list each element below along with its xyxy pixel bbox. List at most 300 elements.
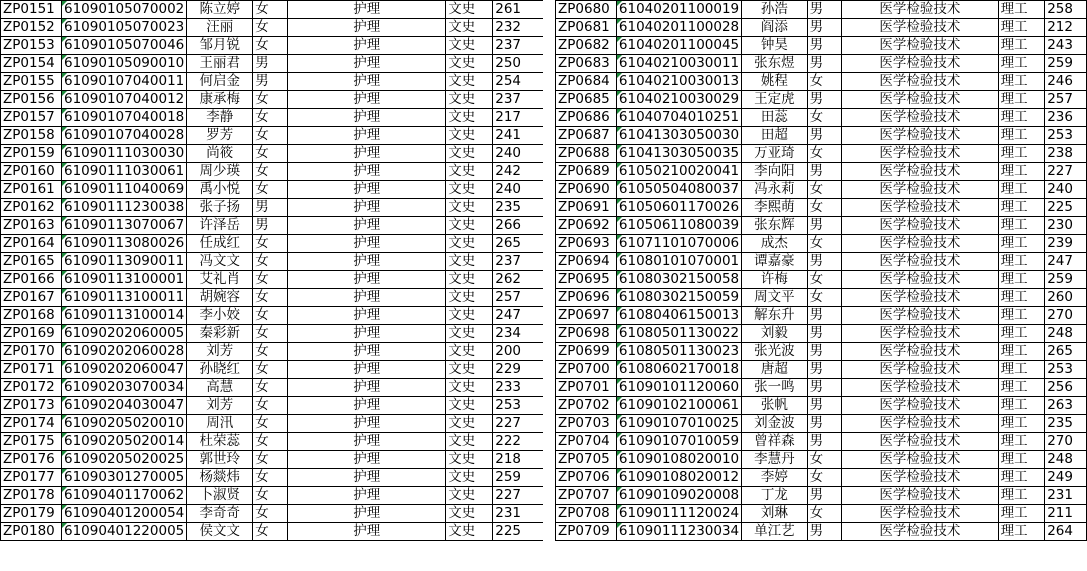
cell-seq-no[interactable]: ZP0693 <box>556 235 617 253</box>
cell-score[interactable]: 254 <box>493 73 546 91</box>
cell-major[interactable]: 医学检验技术 <box>842 73 998 91</box>
cell-category[interactable]: 理工 <box>998 253 1045 271</box>
cell-exam-id[interactable]: 61040704010251 <box>616 109 741 127</box>
cell-seq-no[interactable]: ZP0160 <box>1 163 62 181</box>
cell-name[interactable]: 刘毅 <box>742 325 808 343</box>
cell-major[interactable]: 医学检验技术 <box>842 433 998 451</box>
cell-seq-no[interactable]: ZP0151 <box>1 1 62 19</box>
cell-score[interactable]: 247 <box>1045 253 1087 271</box>
cell-name[interactable]: 侯文文 <box>187 523 253 541</box>
cell-major[interactable]: 护理 <box>288 271 446 289</box>
cell-category[interactable]: 文史 <box>446 73 493 91</box>
cell-category[interactable]: 理工 <box>998 415 1045 433</box>
cell-category[interactable]: 文史 <box>446 1 493 19</box>
cell-gender[interactable]: 女 <box>807 271 842 289</box>
cell-exam-id[interactable]: 61090113070067 <box>62 217 187 235</box>
cell-seq-no[interactable]: ZP0154 <box>1 55 62 73</box>
cell-gender[interactable]: 女 <box>253 325 288 343</box>
cell-category[interactable]: 理工 <box>998 109 1045 127</box>
cell-major[interactable]: 护理 <box>288 505 446 523</box>
cell-gender[interactable]: 女 <box>253 181 288 199</box>
cell-name[interactable]: 杜荣蕊 <box>187 433 253 451</box>
cell-major[interactable]: 护理 <box>288 109 446 127</box>
cell-major[interactable]: 医学检验技术 <box>842 163 998 181</box>
cell-gender[interactable]: 女 <box>807 73 842 91</box>
cell-major[interactable]: 护理 <box>288 217 446 235</box>
cell-seq-no[interactable]: ZP0699 <box>556 343 617 361</box>
cell-major[interactable]: 护理 <box>288 127 446 145</box>
table-row[interactable] <box>556 253 1087 271</box>
cell-seq-no[interactable]: ZP0696 <box>556 289 617 307</box>
table-row[interactable] <box>556 217 1087 235</box>
cell-category[interactable]: 理工 <box>998 217 1045 235</box>
cell-name[interactable]: 李静 <box>187 109 253 127</box>
table-row[interactable] <box>1 19 546 37</box>
cell-exam-id[interactable]: 61090107040018 <box>62 109 187 127</box>
cell-category[interactable]: 理工 <box>998 325 1045 343</box>
cell-seq-no[interactable]: ZP0689 <box>556 163 617 181</box>
cell-category[interactable]: 文史 <box>446 505 493 523</box>
cell-exam-id[interactable]: 61090202060047 <box>62 361 187 379</box>
cell-major[interactable]: 护理 <box>288 181 446 199</box>
cell-gender[interactable]: 男 <box>807 415 842 433</box>
cell-exam-id[interactable]: 61090401200054 <box>62 505 187 523</box>
cell-score[interactable]: 259 <box>493 469 546 487</box>
cell-seq-no[interactable]: ZP0153 <box>1 37 62 55</box>
cell-score[interactable]: 225 <box>493 523 546 541</box>
cell-score[interactable]: 235 <box>493 199 546 217</box>
cell-name[interactable]: 刘金波 <box>742 415 808 433</box>
cell-category[interactable]: 文史 <box>446 145 493 163</box>
cell-exam-id[interactable]: 61090113080026 <box>62 235 187 253</box>
table-row[interactable] <box>556 289 1087 307</box>
cell-score[interactable]: 234 <box>493 325 546 343</box>
cell-gender[interactable]: 男 <box>807 55 842 73</box>
cell-gender[interactable]: 女 <box>807 505 842 523</box>
cell-seq-no[interactable]: ZP0180 <box>1 523 62 541</box>
table-row[interactable] <box>556 379 1087 397</box>
cell-score[interactable]: 241 <box>493 127 546 145</box>
cell-gender[interactable]: 女 <box>253 145 288 163</box>
cell-gender[interactable]: 男 <box>807 217 842 235</box>
cell-score[interactable]: 264 <box>1045 523 1087 541</box>
table-row[interactable] <box>556 325 1087 343</box>
cell-name[interactable]: 曾祥森 <box>742 433 808 451</box>
cell-exam-id[interactable]: 61040201100045 <box>616 37 741 55</box>
cell-seq-no[interactable]: ZP0163 <box>1 217 62 235</box>
cell-major[interactable]: 医学检验技术 <box>842 19 998 37</box>
cell-seq-no[interactable]: ZP0709 <box>556 523 617 541</box>
cell-gender[interactable]: 女 <box>253 1 288 19</box>
cell-major[interactable]: 护理 <box>288 433 446 451</box>
cell-score[interactable]: 266 <box>493 217 546 235</box>
cell-exam-id[interactable]: 61090205020010 <box>62 415 187 433</box>
table-row[interactable] <box>1 253 546 271</box>
cell-name[interactable]: 冯文文 <box>187 253 253 271</box>
cell-seq-no[interactable]: ZP0162 <box>1 199 62 217</box>
table-row[interactable] <box>1 235 546 253</box>
table-row[interactable] <box>556 505 1087 523</box>
cell-score[interactable]: 248 <box>1045 325 1087 343</box>
cell-seq-no[interactable]: ZP0680 <box>556 1 617 19</box>
cell-name[interactable]: 冯永莉 <box>742 181 808 199</box>
cell-major[interactable]: 医学检验技术 <box>842 55 998 73</box>
cell-category[interactable]: 文史 <box>446 235 493 253</box>
cell-score[interactable]: 270 <box>1045 433 1087 451</box>
cell-score[interactable]: 229 <box>493 361 546 379</box>
cell-category[interactable]: 文史 <box>446 307 493 325</box>
cell-gender[interactable]: 女 <box>253 91 288 109</box>
table-row[interactable] <box>1 217 546 235</box>
cell-exam-id[interactable]: 61080101070001 <box>616 253 741 271</box>
cell-seq-no[interactable]: ZP0166 <box>1 271 62 289</box>
cell-category[interactable]: 理工 <box>998 289 1045 307</box>
cell-category[interactable]: 理工 <box>998 487 1045 505</box>
cell-major[interactable]: 医学检验技术 <box>842 199 998 217</box>
cell-major[interactable]: 护理 <box>288 37 446 55</box>
cell-exam-id[interactable]: 61090108020010 <box>616 451 741 469</box>
cell-gender[interactable]: 男 <box>253 217 288 235</box>
table-row[interactable] <box>1 523 546 541</box>
cell-exam-id[interactable]: 61090203070034 <box>62 379 187 397</box>
cell-score[interactable]: 211 <box>1045 505 1087 523</box>
cell-category[interactable]: 文史 <box>446 343 493 361</box>
cell-exam-id[interactable]: 61090205020014 <box>62 433 187 451</box>
table-row[interactable] <box>556 361 1087 379</box>
cell-name[interactable]: 周文平 <box>742 289 808 307</box>
cell-gender[interactable]: 男 <box>807 379 842 397</box>
cell-name[interactable]: 罗芳 <box>187 127 253 145</box>
cell-score[interactable]: 225 <box>1045 199 1087 217</box>
cell-exam-id[interactable]: 61090109020008 <box>616 487 741 505</box>
cell-seq-no[interactable]: ZP0683 <box>556 55 617 73</box>
cell-category[interactable]: 理工 <box>998 181 1045 199</box>
cell-exam-id[interactable]: 61080302150058 <box>616 271 741 289</box>
cell-score[interactable]: 253 <box>1045 127 1087 145</box>
cell-exam-id[interactable]: 61090202060005 <box>62 325 187 343</box>
table-row[interactable] <box>556 271 1087 289</box>
cell-major[interactable]: 医学检验技术 <box>842 523 998 541</box>
cell-score[interactable]: 258 <box>1045 1 1087 19</box>
cell-name[interactable]: 康承梅 <box>187 91 253 109</box>
cell-name[interactable]: 刘芳 <box>187 397 253 415</box>
cell-name[interactable]: 邹月锐 <box>187 37 253 55</box>
cell-score[interactable]: 217 <box>493 109 546 127</box>
cell-exam-id[interactable]: 61050611080039 <box>616 217 741 235</box>
cell-name[interactable]: 李婷 <box>742 469 808 487</box>
cell-seq-no[interactable]: ZP0700 <box>556 361 617 379</box>
cell-name[interactable]: 孙晓红 <box>187 361 253 379</box>
cell-major[interactable]: 护理 <box>288 397 446 415</box>
cell-score[interactable]: 231 <box>493 505 546 523</box>
cell-exam-id[interactable]: 61050601170026 <box>616 199 741 217</box>
cell-score[interactable]: 218 <box>493 451 546 469</box>
table-row[interactable] <box>1 361 546 379</box>
cell-gender[interactable]: 女 <box>253 307 288 325</box>
table-row[interactable] <box>1 199 546 217</box>
cell-gender[interactable]: 女 <box>253 235 288 253</box>
cell-name[interactable]: 刘琳 <box>742 505 808 523</box>
cell-seq-no[interactable]: ZP0175 <box>1 433 62 451</box>
cell-name[interactable]: 尚筱 <box>187 145 253 163</box>
cell-name[interactable]: 孙浩 <box>742 1 808 19</box>
cell-major[interactable]: 医学检验技术 <box>842 181 998 199</box>
cell-exam-id[interactable]: 61090113090011 <box>62 253 187 271</box>
cell-major[interactable]: 护理 <box>288 379 446 397</box>
cell-name[interactable]: 丁龙 <box>742 487 808 505</box>
cell-major[interactable]: 医学检验技术 <box>842 307 998 325</box>
table-row[interactable] <box>556 397 1087 415</box>
table-row[interactable] <box>556 451 1087 469</box>
cell-exam-id[interactable]: 61040210030013 <box>616 73 741 91</box>
cell-major[interactable]: 医学检验技术 <box>842 487 998 505</box>
cell-name[interactable]: 唐超 <box>742 361 808 379</box>
cell-seq-no[interactable]: ZP0157 <box>1 109 62 127</box>
cell-seq-no[interactable]: ZP0155 <box>1 73 62 91</box>
cell-exam-id[interactable]: 61090113100014 <box>62 307 187 325</box>
table-row[interactable] <box>1 109 546 127</box>
table-row[interactable] <box>1 415 546 433</box>
cell-exam-id[interactable]: 61040201100028 <box>616 19 741 37</box>
cell-seq-no[interactable]: ZP0152 <box>1 19 62 37</box>
cell-category[interactable]: 文史 <box>446 181 493 199</box>
cell-gender[interactable]: 女 <box>253 487 288 505</box>
cell-gender[interactable]: 男 <box>807 19 842 37</box>
cell-major[interactable]: 护理 <box>288 253 446 271</box>
cell-exam-id[interactable]: 61080501130023 <box>616 343 741 361</box>
table-row[interactable] <box>556 163 1087 181</box>
cell-score[interactable]: 260 <box>1045 289 1087 307</box>
cell-score[interactable]: 243 <box>1045 37 1087 55</box>
cell-category[interactable]: 理工 <box>998 91 1045 109</box>
cell-exam-id[interactable]: 61090113100011 <box>62 289 187 307</box>
cell-exam-id[interactable]: 61040210030011 <box>616 55 741 73</box>
cell-exam-id[interactable]: 61090107010059 <box>616 433 741 451</box>
cell-name[interactable]: 秦彩新 <box>187 325 253 343</box>
cell-category[interactable]: 文史 <box>446 415 493 433</box>
cell-category[interactable]: 文史 <box>446 451 493 469</box>
table-row[interactable] <box>556 199 1087 217</box>
cell-name[interactable]: 周汛 <box>187 415 253 433</box>
cell-gender[interactable]: 女 <box>253 163 288 181</box>
cell-category[interactable]: 理工 <box>998 73 1045 91</box>
cell-seq-no[interactable]: ZP0686 <box>556 109 617 127</box>
cell-exam-id[interactable]: 61090105070046 <box>62 37 187 55</box>
table-row[interactable] <box>556 523 1087 541</box>
cell-score[interactable]: 253 <box>1045 361 1087 379</box>
cell-score[interactable]: 253 <box>493 397 546 415</box>
cell-name[interactable]: 李慧丹 <box>742 451 808 469</box>
cell-seq-no[interactable]: ZP0171 <box>1 361 62 379</box>
cell-major[interactable]: 护理 <box>288 325 446 343</box>
table-row[interactable] <box>556 487 1087 505</box>
table-row[interactable] <box>1 55 546 73</box>
table-row[interactable] <box>556 469 1087 487</box>
cell-gender[interactable]: 男 <box>807 487 842 505</box>
cell-gender[interactable]: 女 <box>807 199 842 217</box>
cell-category[interactable]: 文史 <box>446 289 493 307</box>
cell-gender[interactable]: 女 <box>253 523 288 541</box>
cell-name[interactable]: 郭世玲 <box>187 451 253 469</box>
cell-category[interactable]: 文史 <box>446 469 493 487</box>
cell-score[interactable]: 235 <box>1045 415 1087 433</box>
cell-major[interactable]: 医学检验技术 <box>842 289 998 307</box>
cell-name[interactable]: 禹小悦 <box>187 181 253 199</box>
cell-seq-no[interactable]: ZP0164 <box>1 235 62 253</box>
table-row[interactable] <box>1 127 546 145</box>
cell-exam-id[interactable]: 61080501130022 <box>616 325 741 343</box>
cell-name[interactable]: 许梅 <box>742 271 808 289</box>
cell-exam-id[interactable]: 61080302150059 <box>616 289 741 307</box>
cell-name[interactable]: 张东煜 <box>742 55 808 73</box>
cell-gender[interactable]: 女 <box>253 37 288 55</box>
cell-category[interactable]: 文史 <box>446 109 493 127</box>
cell-gender[interactable]: 女 <box>253 433 288 451</box>
cell-exam-id[interactable]: 61090102100061 <box>616 397 741 415</box>
cell-seq-no[interactable]: ZP0690 <box>556 181 617 199</box>
cell-category[interactable]: 理工 <box>998 379 1045 397</box>
cell-major[interactable]: 医学检验技术 <box>842 235 998 253</box>
cell-exam-id[interactable]: 61040201100019 <box>616 1 741 19</box>
cell-major[interactable]: 医学检验技术 <box>842 217 998 235</box>
cell-category[interactable]: 理工 <box>998 37 1045 55</box>
cell-name[interactable]: 许泽岳 <box>187 217 253 235</box>
cell-name[interactable]: 何启金 <box>187 73 253 91</box>
cell-major[interactable]: 护理 <box>288 199 446 217</box>
cell-gender[interactable]: 女 <box>253 271 288 289</box>
cell-gender[interactable]: 男 <box>253 199 288 217</box>
table-row[interactable] <box>1 469 546 487</box>
cell-category[interactable]: 理工 <box>998 361 1045 379</box>
cell-name[interactable]: 陈立婷 <box>187 1 253 19</box>
cell-exam-id[interactable]: 61090111230038 <box>62 199 187 217</box>
cell-exam-id[interactable]: 61041303050030 <box>616 127 741 145</box>
cell-gender[interactable]: 女 <box>253 253 288 271</box>
cell-name[interactable]: 万亚琦 <box>742 145 808 163</box>
cell-seq-no[interactable]: ZP0685 <box>556 91 617 109</box>
cell-exam-id[interactable]: 61090301270005 <box>62 469 187 487</box>
cell-exam-id[interactable]: 61090111120024 <box>616 505 741 523</box>
cell-score[interactable]: 239 <box>1045 235 1087 253</box>
cell-name[interactable]: 钟昊 <box>742 37 808 55</box>
cell-name[interactable]: 单江艺 <box>742 523 808 541</box>
table-row[interactable] <box>1 163 546 181</box>
table-row[interactable] <box>556 127 1087 145</box>
cell-seq-no[interactable]: ZP0704 <box>556 433 617 451</box>
cell-gender[interactable]: 男 <box>807 397 842 415</box>
cell-category[interactable]: 理工 <box>998 1 1045 19</box>
cell-gender[interactable]: 女 <box>807 235 842 253</box>
table-row[interactable] <box>556 343 1087 361</box>
table-row[interactable] <box>556 91 1087 109</box>
cell-major[interactable]: 护理 <box>288 523 446 541</box>
cell-major[interactable]: 护理 <box>288 451 446 469</box>
cell-name[interactable]: 王丽君 <box>187 55 253 73</box>
cell-category[interactable]: 理工 <box>998 307 1045 325</box>
cell-exam-id[interactable]: 61090111230034 <box>616 523 741 541</box>
cell-seq-no[interactable]: ZP0681 <box>556 19 617 37</box>
cell-gender[interactable]: 男 <box>807 1 842 19</box>
table-row[interactable] <box>556 235 1087 253</box>
cell-exam-id[interactable]: 61090105070002 <box>62 1 187 19</box>
cell-category[interactable]: 文史 <box>446 397 493 415</box>
cell-score[interactable]: 237 <box>493 253 546 271</box>
cell-name[interactable]: 李熙萌 <box>742 199 808 217</box>
cell-name[interactable]: 王定虎 <box>742 91 808 109</box>
cell-category[interactable]: 理工 <box>998 433 1045 451</box>
table-row[interactable] <box>556 109 1087 127</box>
cell-score[interactable]: 249 <box>1045 469 1087 487</box>
cell-major[interactable]: 医学检验技术 <box>842 1 998 19</box>
table-row[interactable] <box>1 289 546 307</box>
cell-gender[interactable]: 女 <box>253 505 288 523</box>
cell-category[interactable]: 理工 <box>998 145 1045 163</box>
cell-score[interactable]: 263 <box>1045 397 1087 415</box>
cell-seq-no[interactable]: ZP0697 <box>556 307 617 325</box>
cell-gender[interactable]: 男 <box>807 523 842 541</box>
cell-score[interactable]: 270 <box>1045 307 1087 325</box>
cell-exam-id[interactable]: 61090401170062 <box>62 487 187 505</box>
cell-gender[interactable]: 女 <box>807 181 842 199</box>
cell-major[interactable]: 护理 <box>288 163 446 181</box>
cell-category[interactable]: 文史 <box>446 19 493 37</box>
cell-major[interactable]: 护理 <box>288 469 446 487</box>
cell-major[interactable]: 护理 <box>288 415 446 433</box>
cell-major[interactable]: 护理 <box>288 361 446 379</box>
table-row[interactable] <box>556 415 1087 433</box>
cell-exam-id[interactable]: 61090105090010 <box>62 55 187 73</box>
cell-name[interactable]: 解东升 <box>742 307 808 325</box>
cell-seq-no[interactable]: ZP0698 <box>556 325 617 343</box>
cell-seq-no[interactable]: ZP0682 <box>556 37 617 55</box>
cell-major[interactable]: 医学检验技术 <box>842 127 998 145</box>
cell-gender[interactable]: 男 <box>807 361 842 379</box>
table-row[interactable] <box>556 145 1087 163</box>
cell-name[interactable]: 田超 <box>742 127 808 145</box>
table-row[interactable] <box>556 19 1087 37</box>
cell-major[interactable]: 医学检验技术 <box>842 343 998 361</box>
cell-major[interactable]: 护理 <box>288 343 446 361</box>
cell-gender[interactable]: 女 <box>253 109 288 127</box>
cell-gender[interactable]: 女 <box>253 397 288 415</box>
cell-score[interactable]: 265 <box>493 235 546 253</box>
cell-score[interactable]: 240 <box>493 181 546 199</box>
table-row[interactable] <box>1 325 546 343</box>
cell-score[interactable]: 232 <box>493 19 546 37</box>
cell-category[interactable]: 理工 <box>998 343 1045 361</box>
cell-seq-no[interactable]: ZP0706 <box>556 469 617 487</box>
cell-gender[interactable]: 女 <box>253 289 288 307</box>
cell-major[interactable]: 护理 <box>288 307 446 325</box>
cell-category[interactable]: 文史 <box>446 361 493 379</box>
cell-major[interactable]: 护理 <box>288 19 446 37</box>
cell-gender[interactable]: 女 <box>253 469 288 487</box>
cell-gender[interactable]: 女 <box>253 415 288 433</box>
cell-gender[interactable]: 男 <box>807 253 842 271</box>
cell-major[interactable]: 护理 <box>288 1 446 19</box>
table-row[interactable] <box>1 307 546 325</box>
cell-major[interactable]: 医学检验技术 <box>842 37 998 55</box>
cell-major[interactable]: 护理 <box>288 145 446 163</box>
cell-seq-no[interactable]: ZP0702 <box>556 397 617 415</box>
cell-seq-no[interactable]: ZP0165 <box>1 253 62 271</box>
table-row[interactable] <box>1 91 546 109</box>
cell-score[interactable]: 240 <box>493 145 546 163</box>
cell-category[interactable]: 理工 <box>998 523 1045 541</box>
cell-exam-id[interactable]: 61090107040011 <box>62 73 187 91</box>
cell-major[interactable]: 医学检验技术 <box>842 325 998 343</box>
cell-name[interactable]: 艾礼肖 <box>187 271 253 289</box>
